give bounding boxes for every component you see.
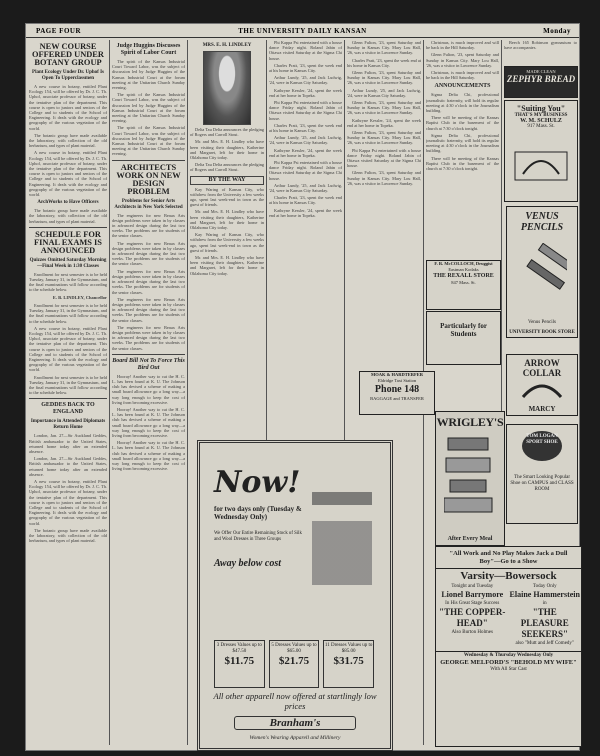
ad-subhead: for two days only (Tuesday & Wednesday Only) [214,505,302,521]
film-title: GEORGE MELFORD'S "BEHOLD MY WIFE" [440,659,577,666]
column-7 [504,40,577,56]
column-4 [269,40,342,430]
article-text: Hooray! Another way to cut the H. C. L. has been found at K. U. The Johnson club has devised a scheme of making a small board allowance go a long way—a way long enough to keep the cost of living from becoming excessive. [112,373,185,405]
article-text: A new course in botany, entitled Plant Ecology 154, will be offered by Dr. J. C. Th. Uphof, associate professor of botany, under the tentative plan of the department. This course is open to juniors and seniors of the College and to students of the School of Engineering. It deals with the ecology and geography of the various vegetation of the world. [29,84,107,131]
price-label: 11 Dresses Values up to $85.00 [324,643,373,654]
column-rule [109,40,110,745]
ad-title: VENUS PENCILS [520,211,564,233]
article-text: Christmas, is much improved and will be back in the Hill Saturday. [426,40,499,51]
headline-geddes: GEDDES BACK TO ENGLAND [41,402,95,416]
article-text: Phi Kappa Psi entertained with a house dance Friday night. Roland Jabin of Ottawa visited Saturday at the Sigma Chi house. [347,147,421,169]
article-text: Mr. and Mrs. E. H. Lindley who have been visiting their daughters, Katherine and Margaret, left for their home in Oklahoma City today. [190,209,264,231]
ad-text: MADE CLEAN [526,69,556,74]
ad-text: Eldridge Taxi Station [377,378,417,383]
newspaper-title: THE UNIVERSITY DAILY KANSAN [238,27,367,35]
headline-board-bill: Board Bill Not To Force This Bird Out [112,357,185,371]
article-text: The spirit of the Kansas Industrial Court Toward Labor, was the subject of discussion led by Judge Huggins of the Kansas Industrial Court at the forum meeting at the Unitarian Church Sunday evening. [112,125,185,157]
column-3 [190,40,264,430]
film-title: "THE PLEASURE SEEKERS" [520,607,569,639]
article-text: The spirit of the Kansas Industrial Court Toward Labor, was the subject of discussion led by Judge Huggins of the Kansas Industrial Court at the forum meeting at the Unitarian Church Sunday evening. [112,92,185,124]
headline-by-the-way: BY THE WAY [190,176,264,185]
price-group [269,640,320,688]
price-label: 5 Dresses Values up to $65.00 [271,643,317,654]
theater-name: Varsity—Bowersock [460,570,557,582]
ad-title: ZEPHYR BREAD [506,74,576,84]
ad-store: UNIVERSITY BOOK STORE [509,330,575,335]
photo-caption: MRS. E. H. LINDLEY [202,43,252,48]
article-text: Delta Tau Delta announces the pledging of Rogers and Carroll Stout. [190,162,264,173]
article-text: The spirit of the Kansas Industrial Court Toward Labor, was the subject of discussion led by Judge Huggins of the Kansas Industrial Court at the forum meeting at the Unitarian Church Sunday evening. [112,59,185,91]
tom-logan-shoe-ad [506,424,578,524]
ad-text: Eastman Kodaks [448,266,479,272]
divider [112,160,185,161]
article-text: Enrollment for next semester is to be held Tuesday, January 31, in the Gymnasium, and the final examinations will follow according to the schedule below. [29,374,107,396]
article-text: London, Jan. 27—Sir Auckland Geddes, British ambassador to the United States, returned home today after an extended absence. [29,456,107,477]
price-amount: $31.75 [333,655,364,667]
ad-tagline: After Every Meal [447,536,493,542]
page-number: PAGE FOUR [36,27,82,35]
article-text: Sigma Delta Chi, professional journalistic fraternity, will hold its regular meeting at 4:30 o'clock in the Journalism building. [426,92,499,114]
particular-students-ad [426,311,501,365]
feature-right [509,583,582,647]
price-amount: $21.75 [278,655,310,667]
ad-caption: Venus Pencils [528,320,556,325]
venus-pencils-ad [506,206,578,338]
ad-title: TOM LOGAN SPORT SHOE [526,434,558,445]
ad-store-tagline: Women's Wearing Apparell and Millinery [249,735,341,741]
headline-announcements: ANNOUNCEMENTS [434,83,491,90]
price-label: 3 Dresses Values up to $47.50 [216,643,262,654]
article-text: The engineers for new Beaux Arts design problems were taken in by classes in advanced design during the last two weeks. The problems are for students of the senior classes. [112,324,185,351]
article-text: Kathryne Kessler, '24, spent the week end at her home in Topeka. [269,87,342,98]
ad-text: in [542,601,547,606]
article-text: Arthur Lundy, '25, and Jack Ludwig, '24, were in Kansas City Saturday. [269,75,342,86]
feature-left [436,583,509,647]
ad-headline: Now! [214,465,301,500]
article-text: Glenn Fulton, '23, spent Saturday and Sunday in Kansas City. Mary Lou Hall, '26, was a visitor in Lawrence Sunday. [347,170,421,186]
ad-text: THAT'S MY BUSINESS [514,113,568,118]
article-text: There will be meeting of the Kansas Baptist Club in the basement of the church at 7:30 o'clock tonight. [426,115,499,131]
masthead [26,24,579,38]
ad-offer: All other apparell now offered at startlingly low prices [213,691,377,711]
article-text: Glenn Fulton, '23, spent Saturday and Sunday in Kansas City. Mary Lou Hall, '26, was a visitor in Lawrence Sunday. [426,52,499,68]
column-1 [29,40,107,745]
ad-title: MOAK & HARDTERFER [371,372,423,377]
article-text: Sigma Delta Chi, professional journalistic fraternity, will hold its regular meeting at 4:30 o'clock in the Journalism building. [426,132,499,154]
moak-hardterfer-ad [359,371,435,415]
article-text: Charles Pratt, '23, spent the week end at his home in Kansas City. [269,195,342,206]
ad-banner: "All Work and No Play Makes Jack a Dull Boy"—Go to a Show [436,547,581,569]
ad-title: "Suiting You" [516,104,566,113]
article-text: The botanic group have made available the laboratory, with collection of the old herbarium, and types of plant material. [29,527,107,544]
article-text: Christmas, is much improved and will be back in the Hill Saturday. [426,70,499,81]
ad-store: THE REXALL STORE [433,273,494,279]
article-text: The botanic group have made available the laboratory, with collection of the old herbarium, and types of plant material. [29,208,107,224]
showtime: Wednesday & Thursday Wednesday Only [436,651,581,659]
ad-tagline: Away below cost [214,558,282,569]
article-text: Enrollment for next semester is to be held Tuesday, January 31, in the Gymnasium, and the final examinations will follow according to the schedule below. [29,302,107,324]
ad-title: F. R. McCOLLOCH, Druggist [434,261,493,266]
tailor-logo [513,146,569,186]
subhead-geddes: Importance in Attended Diplomats Return Home [30,419,106,431]
article-text: A new course in botany, entitled Plant Ecology 154, will be offered by Dr. J. C. Th. Uphof, associate professor of botany, under the tentative plan of the department. This course is open to juniors and seniors of the College and to students of the School of Engineering. It deals with the ecology and geography of the various vegetation of the world. [29,478,107,526]
signature: E. B. LINDLEY, Chancellor [52,294,107,300]
woman-dress-illustration [312,473,372,633]
ad-title: ARROW COLLAR [522,358,562,378]
ad-title: Particularly for Students [440,322,487,338]
ad-text: In His Great Stage Success [445,601,500,606]
subhead-final-exams: Quizzes Omitted Saturday Morning—Final Week in 1:30 Classes [29,257,107,269]
ad-text: 847 Mass. St. [451,280,476,285]
headline-judge-huggins: Judge Huggins Discusses Spirit of Labor Court [116,43,181,56]
subhead-new-course: Plant Ecology Under Dr. Uphof Is Open To Upperclassmen [32,70,104,81]
ad-name: W. M. SCHULZ [520,118,562,124]
article-text: Glenn Fulton, '23, spent Saturday and Sunday in Kansas City. Mary Lou Hall, '26, was a visitor in Lawrence Sunday. [347,130,421,146]
column-5 [347,40,421,360]
ad-text: Also Burton Holmes [451,630,493,635]
article-text: Kay Waring of Kansas City, who withdrew from the University a few weeks ago, spent last week-end in town as the guest of friends. [190,232,264,253]
divider [112,354,185,355]
arrow-collar-ad [506,354,578,416]
column-2 [112,40,185,745]
headline-new-course: NEW COURSE OFFERED UNDER BOTANY GROUP [32,42,104,67]
ad-text: BAGGAGE and TRANSFER [370,396,424,401]
wrigleys-ad [435,411,505,546]
ad-text: The Smart Looking Popular Shoe on CAMPUS and CLASS ROOM [510,475,574,492]
article-text: Phi Kappa Psi entertained with a house dance Friday night. Roland Jabin of Ottawa visited Saturday at the Sigma Chi house. [269,160,342,181]
mccolloch-drug-ad [426,260,501,310]
star-name: Lionel Barrymore [441,590,504,599]
article-text: Glenn Fulton, '23, spent Saturday and Sunday in Kansas City. Mary Lou Hall, '26, was a visitor in Lawrence Sunday. [347,100,421,116]
article-text: Mr. and Mrs. E. H. Lindley who have been visiting their daughters, Katherine and Margaret, left for their home in Oklahoma City today. [190,255,264,276]
article-text: Beech 165 Robinson gymnasium to have accompanies. [504,40,577,51]
article-text: Glenn Fulton, '23, spent Saturday and Sunday in Kansas City. Mary Lou Hall, '26, was a visitor in Lawrence Sunday. [347,70,421,86]
article-text: Phi Kappa Psi entertained with a house dance Friday night. Roland Jabin of Ottawa visited Saturday at the Sigma Chi house. [269,40,342,61]
article-text: Enrollment for next semester is to be held Tuesday, January 31, in the Gymnasium, and the final examinations will follow according to the schedule below. [29,271,107,293]
article-text: Arthur Lundy, '25, and Jack Ludwig, '24, were in Kansas City Saturday. [269,135,342,146]
schulz-tailor-ad [504,100,578,202]
article-text: The engineers for new Beaux Arts design problems were taken in by classes in advanced design during the last two weeks. The problems are for students of the senior classes. [112,296,185,323]
article-text: Delta Tau Delta announces the pledging of Rogers and Carroll Stout. [190,127,264,138]
varsity-bowersock-theater-ad [435,546,582,747]
column-6 [426,40,499,270]
subhead-architects: Problems for Senior Arts Architects in New York Selected [114,198,183,210]
headline-architects: ARCHITECTS WORK ON NEW DESIGN PROBLEM [116,162,181,196]
headline-final-exams: SCHEDULE FOR FINAL EXAMS IS ANNOUNCED [34,229,102,255]
article-text: There will be meeting of the Kansas Baptist Club in the basement of the church at 7:30 o'clock tonight. [426,155,499,172]
ad-title: WRIGLEY'S [436,415,504,429]
article-text: The botanic group have made available the laboratory, with collection of the old herbarium, and types of plant material. [29,132,107,149]
showtime: Tonight and Tuesday [451,584,494,589]
headline-archworks: ArchWorks to Have Officers [37,200,99,206]
issue-day: Monday [543,27,571,35]
article-text: A new course in botany, entitled Plant Ecology 154, will be offered by Dr. J. C. Th. Uphof, associate professor of botany, under the tentative plan of the department. This course is open to juniors and seniors of the College and to students of the School of Engineering. It deals with the ecology and geography of the various vegetation of the world. [29,325,107,373]
price-amount: $11.75 [224,655,255,667]
star-name: Elaine Hammerstein [509,590,580,599]
article-text: Hooray! Another way to cut the H. C. L. has been found at K. U. The Johnson club has devised a scheme of making a small board allowance go a long way—a way long enough to keep the cost of living from becoming excessive. [112,406,185,438]
article-text: Arthur Lundy, '25, and Jack Ludwig, '24, were in Kansas City Saturday. [347,87,421,98]
article-text: Mr. and Mrs. E. H. Lindley who have been visiting their daughters, Katherine and Margaret, left for their home in Oklahoma City today. [190,139,264,161]
price-groups [214,640,374,688]
article-text: The engineers for new Beaux Arts design problems were taken in by classes in advanced design during the last two weeks. The problems are for students of the senior classes. [112,212,185,239]
portrait-photo [203,51,251,125]
price-group [214,640,265,688]
article-text: Kay Waring of Kansas City, who withdrew from the University a few weeks ago, spent last week-end in town as the guest of friends. [190,186,264,208]
pencil-illustration [517,243,567,313]
article-text: Arthur Lundy, '25, and Jack Ludwig, '24, were in Kansas City Saturday. [269,182,342,194]
article-text: Kathryne Kessler, '24, spent the week end at her home in Topeka. [269,147,342,158]
ad-name: MARCY [528,405,556,413]
gum-packages-illustration [444,434,496,524]
branhams-logo: Branham's [234,716,356,730]
collar-illustration [521,379,563,401]
ad-text: With All Star Cast [490,667,527,672]
article-text: Hooray! Another way to cut the H. C. L. has been found at K. U. The Johnson club has devised a scheme of making a small board allowance go a long way—a way long enough to keep the cost of living from becoming excessive. [112,440,185,472]
article-text: Kathryne Kessler, '24, spent the week end at her home in Topeka. [269,207,342,218]
divider [29,398,107,399]
article-text: Phi Kappa Psi entertained with a house dance Friday night. Roland Jabin of Ottawa visited Saturday at the Sigma Chi house. [269,100,342,121]
branhams-dress-sale-ad [197,440,393,751]
article-text: The engineers for new Beaux Arts design problems were taken in by classes in advanced design during the last two weeks. The problems are for students of the senior classes. [112,268,185,295]
article-text: Charles Pratt, '23, spent the week end at his home in Kansas City. [269,62,342,74]
film-title: "THE COPPER-HEAD" [439,607,506,628]
ad-text: 917 Mass. St. [527,124,555,129]
article-text: Charles Pratt, '23, spent the week end at his home in Kansas City. [347,57,421,68]
article-text: A new course in botany, entitled Plant Ecology 154, will be offered by Dr. J. C. Th. Uphof, associate professor of botany, under the tentative plan of the department. This course is open to juniors and seniors of the College and to students of the School of Engineering. It deals with the ecology and geography of the various vegetation of the world. [29,150,107,198]
column-rule [187,40,188,745]
article-text: Kathryne Kessler, '24, spent the week end at her home in Topeka. [347,117,421,128]
article-text: Charles Pratt, '23, spent the week end at his home in Kansas City. [269,122,342,134]
article-text: The engineers for new Beaux Arts design problems were taken in by classes in advanced design during the last two weeks. The problems are for students of the senior classes. [112,240,185,267]
zephyr-bread-ad [504,66,578,98]
ad-phone: Phone 148 [374,384,420,395]
article-text: Glenn Fulton, '23, spent Saturday and Sunday in Kansas City. Mary Lou Hall, '26, was a visitor in Lawrence Sunday. [347,40,421,56]
ad-text: also "Mutt and Jeff Comedy" [515,641,574,646]
ad-text: We Offer Our Entire Remaining Stock of Silk and Wool Dresses in Three Groups [214,531,302,542]
price-group [323,640,374,688]
divider [29,227,107,228]
newspaper-page [26,24,579,750]
showtime: Today Only [532,584,557,589]
article-text: London, Jan. 27—Sir Auckland Geddes, British ambassador to the United States, returned home today after an extended absence. [29,433,107,454]
